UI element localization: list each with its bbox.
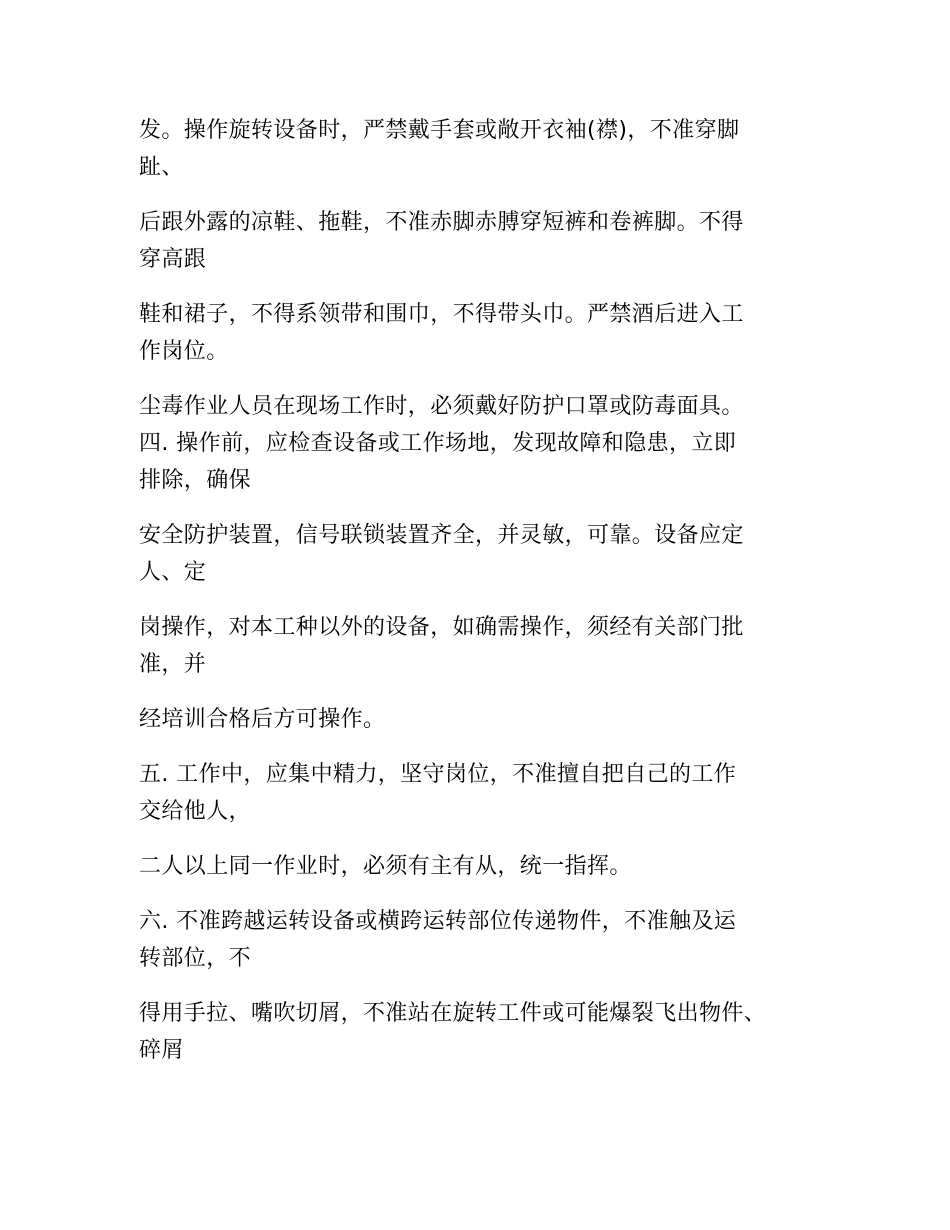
text-line: 碎屑 [139,1038,184,1063]
paragraph-6 [139,609,819,683]
text-line: 后跟外露的凉鞋、拖鞋，不准赤脚赤膊穿短裤和卷裤脚。不得 [139,210,744,235]
paragraph-2 [139,204,819,278]
text-line: 鞋和裙子，不得系领带和围巾，不得带头巾。严禁酒后进入工 [139,302,744,327]
text-line: 六. 不准跨越运转设备或横跨运转部位传递物件，不准触及运 [139,909,737,934]
paragraph-10 [139,903,819,977]
text-line: 穿高跟 [139,247,207,272]
paragraph-3 [139,296,819,370]
text-line: 发。操作旋转设备时，严禁戴手套或敞开衣袖(襟)，不准穿脚 [139,118,740,143]
text-line: 转部位，不 [139,946,252,971]
text-line: 四. 操作前，应检查设备或工作场地，发现故障和隐患，立即 [139,431,737,456]
text-line: 安全防护装置，信号联锁装置齐全，并灵敏，可靠。设备应定 [139,523,744,548]
text-line: 交给他人， [139,799,252,824]
text-line: 岗操作，对本工种以外的设备，如确需操作，须经有关部门批 [139,615,744,640]
text-line: 五. 工作中，应集中精力，坚守岗位，不准擅自把自己的工作 [139,762,737,787]
text-line: 二人以上同一作业时，必须有主有从，统一指挥。 [139,854,632,879]
paragraph-9 [139,848,819,885]
paragraph-1 [139,112,819,186]
text-line: 排除，确保 [139,468,252,493]
document-body [139,112,819,1069]
text-line: 人、定 [139,560,207,585]
text-line: 作岗位。 [139,339,229,364]
text-line: 经培训合格后方可操作。 [139,707,386,732]
text-line: 得用手拉、嘴吹切屑，不准站在旋转工件或可能爆裂飞出物件、 [139,1001,767,1026]
paragraph-8 [139,756,819,830]
text-line: 准，并 [139,652,207,677]
paragraph-11 [139,995,819,1069]
text-line: 趾、 [139,155,184,180]
text-line: 尘毒作业人员在现场工作时，必须戴好防护口罩或防毒面具。 [139,394,744,419]
paragraph-5 [139,517,819,591]
paragraph-4 [139,388,819,499]
paragraph-7 [139,701,819,738]
